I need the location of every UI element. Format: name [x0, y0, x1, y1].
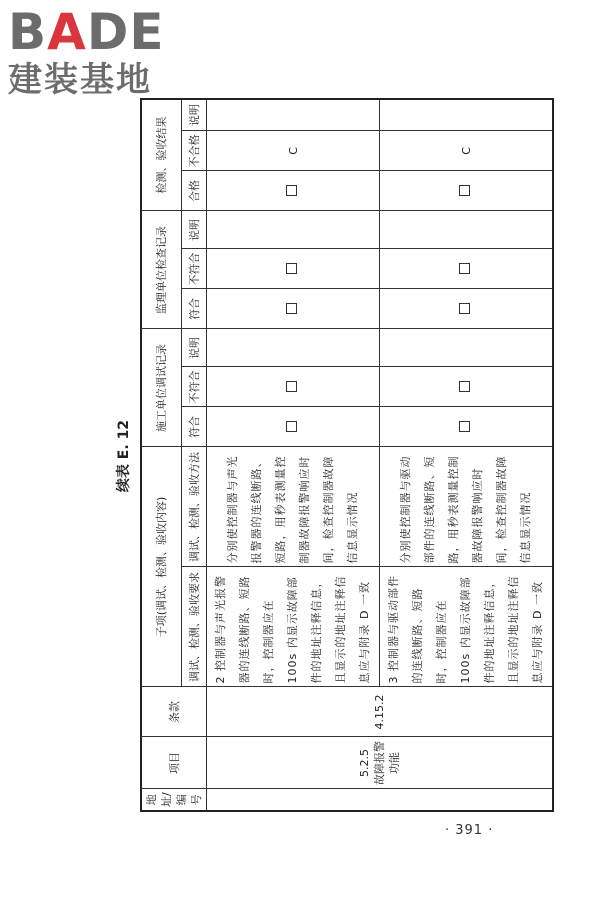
- item-cell: [207, 737, 554, 789]
- const-note: [207, 329, 380, 367]
- header-clause: 条款: [141, 687, 207, 737]
- header-acc-shuoming: 说明: [182, 99, 207, 131]
- acc-hege-checkbox[interactable]: [207, 171, 380, 211]
- item-number: 5.2.5: [358, 749, 371, 777]
- sup-note: [380, 211, 554, 249]
- const-fuhe-checkbox[interactable]: [207, 407, 380, 447]
- inspection-table: [140, 98, 554, 812]
- header-sup-fuhe: 符合: [182, 289, 207, 329]
- header-const-bufuhe: 不符合: [182, 367, 207, 407]
- rotated-table-sheet: [108, 100, 544, 812]
- sup-bufuhe-checkbox[interactable]: [207, 249, 380, 289]
- header-addr-no: 地址/编号: [141, 789, 207, 811]
- acc-note: [207, 99, 380, 131]
- const-note: [380, 329, 554, 367]
- const-bufuhe-checkbox[interactable]: [207, 367, 380, 407]
- header-req: 调试、检测、验收要求: [182, 567, 207, 687]
- logo-brand: BADE: [8, 3, 165, 61]
- header-sup-shuoming: 说明: [182, 211, 207, 249]
- acc-buhege-mark: C: [380, 131, 554, 171]
- header-acc-buhege: 不合格: [182, 131, 207, 171]
- addr-cell: [207, 789, 554, 811]
- header-const-rec: 施工单位调试记录: [141, 329, 182, 447]
- sup-bufuhe-checkbox[interactable]: [380, 249, 554, 289]
- sup-fuhe-checkbox[interactable]: [207, 289, 380, 329]
- acc-note: [380, 99, 554, 131]
- method-text: 分别使控制器与声光报警器的连线断路、短路，用秒表测量控制器故障报警响应时间，检查控制器故障信息显示情况: [207, 447, 380, 567]
- item-name: 故障报警功能: [373, 741, 401, 785]
- const-fuhe-checkbox[interactable]: [380, 407, 554, 447]
- header-method: 调试、检测、验收方法: [182, 447, 207, 567]
- sup-fuhe-checkbox[interactable]: [380, 289, 554, 329]
- header-const-shuoming: 说明: [182, 329, 207, 367]
- page-number: · 391 ·: [445, 823, 494, 838]
- clause-number: 4.15.2: [207, 687, 554, 737]
- header-acc-hege: 合格: [182, 171, 207, 211]
- method-text: 分别使控制器与驱动部件的连线断路、短路，用秒表测量控制器故障报警响应时间，检查控制器故障信息显示情况: [380, 447, 554, 567]
- const-bufuhe-checkbox[interactable]: [380, 367, 554, 407]
- header-sup-rec: 监理单位检查记录: [141, 211, 182, 329]
- sup-note: [207, 211, 380, 249]
- header-sup-bufuhe: 不符合: [182, 249, 207, 289]
- logo: [8, 3, 178, 100]
- acc-hege-checkbox[interactable]: [380, 171, 554, 211]
- header-acc-res: 检测、验收结果: [141, 99, 182, 211]
- requirement-text: 3 控制器与驱动部件的连线断路、短路时，控制器应在 100s 内显示故障部件的地址注释信息，且显示的地址注释信息应与附录 D 一致: [380, 567, 554, 687]
- header-item: 项目: [141, 737, 207, 789]
- header-subitem: 子项(调试、检测、验收内容): [141, 447, 182, 687]
- logo-subtitle: 建装基地: [8, 60, 152, 100]
- header-const-fuhe: 符合: [182, 407, 207, 447]
- table-row: [207, 99, 380, 811]
- table-caption: 续表 E. 12: [116, 419, 132, 493]
- acc-buhege-mark: C: [207, 131, 380, 171]
- requirement-text: 2 控制器与声光报警器的连线断路、短路时，控制器应在 100s 内显示故障部件的地址注释信息，且显示的地址注释信息应与附录 D 一致: [207, 567, 380, 687]
